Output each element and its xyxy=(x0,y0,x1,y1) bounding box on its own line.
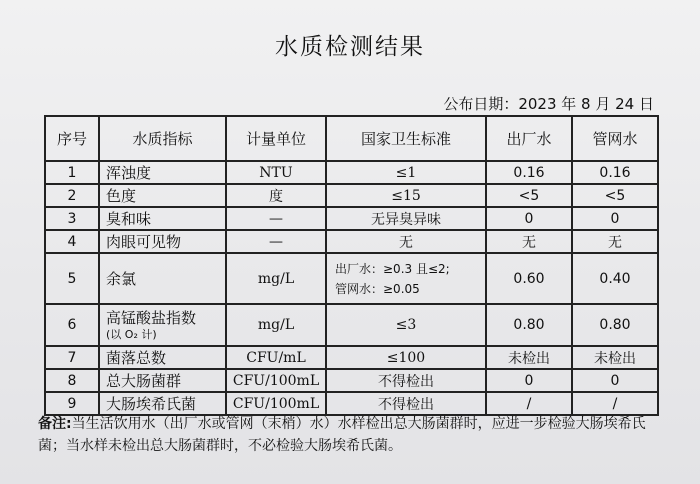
row-unit: — xyxy=(226,230,326,253)
header-no: 序号 xyxy=(45,116,99,161)
row-network-value: 0 xyxy=(572,369,658,392)
row-indicator: 浑浊度 xyxy=(99,161,226,184)
row-indicator: 余氯 xyxy=(99,253,226,304)
header-indicator: 水质指标 xyxy=(99,116,226,161)
table-row xyxy=(45,369,658,392)
table-row xyxy=(45,230,658,253)
table-row xyxy=(45,184,658,207)
row-indicator: 大肠埃希氏菌 xyxy=(99,392,226,415)
row-plant-value: 0.80 xyxy=(486,304,572,346)
row-unit: CFU/mL xyxy=(226,346,326,369)
row-no: 2 xyxy=(45,184,99,207)
table-row xyxy=(45,392,658,415)
header-plant-water: 出厂水 xyxy=(486,116,572,161)
row-indicator xyxy=(99,304,226,346)
row-no: 4 xyxy=(45,230,99,253)
row-indicator: 臭和味 xyxy=(99,207,226,230)
header-standard: 国家卫生标准 xyxy=(326,116,486,161)
row-unit: mg/L xyxy=(226,304,326,346)
row-indicator: 菌落总数 xyxy=(99,346,226,369)
indicator-name: 高锰酸盐指数 xyxy=(106,309,197,327)
row-unit: CFU/100mL xyxy=(226,392,326,415)
row-unit: CFU/100mL xyxy=(226,369,326,392)
indicator-subnote: (以 O₂ 计) xyxy=(106,328,157,341)
table-row xyxy=(45,346,658,369)
table-header-row xyxy=(45,116,658,161)
row-indicator: 肉眼可见物 xyxy=(99,230,226,253)
row-standard: 不得检出 xyxy=(326,369,486,392)
row-standard: 无异臭异味 xyxy=(326,207,486,230)
row-indicator: 色度 xyxy=(99,184,226,207)
row-standard: 无 xyxy=(326,230,486,253)
row-plant-value: 0.16 xyxy=(486,161,572,184)
footnote xyxy=(38,413,663,457)
row-network-value: 0.16 xyxy=(572,161,658,184)
row-unit: — xyxy=(226,207,326,230)
row-network-value: 0.40 xyxy=(572,253,658,304)
row-network-value: 0.80 xyxy=(572,304,658,346)
row-no: 1 xyxy=(45,161,99,184)
row-standard: 不得检出 xyxy=(326,392,486,415)
row-indicator: 总大肠菌群 xyxy=(99,369,226,392)
row-no: 7 xyxy=(45,346,99,369)
row-standard: ≤1 xyxy=(326,161,486,184)
header-network-water: 管网水 xyxy=(572,116,658,161)
page-title: 水质检测结果 xyxy=(275,34,425,60)
row-no: 3 xyxy=(45,207,99,230)
table-row xyxy=(45,161,658,184)
row-standard: ≤3 xyxy=(326,304,486,346)
water-quality-table xyxy=(44,115,659,416)
standard-plant-line: 出厂水：≥0.3 且≤2; xyxy=(335,261,450,276)
row-network-value: 未检出 xyxy=(572,346,658,369)
row-plant-value: / xyxy=(486,392,572,415)
row-plant-value: 0 xyxy=(486,207,572,230)
header-unit: 计量单位 xyxy=(226,116,326,161)
row-plant-value: <5 xyxy=(486,184,572,207)
standard-network-line: 管网水：≥0.05 xyxy=(335,281,420,296)
row-no: 5 xyxy=(45,253,99,304)
row-plant-value: 0 xyxy=(486,369,572,392)
row-network-value: 无 xyxy=(572,230,658,253)
row-standard: ≤15 xyxy=(326,184,486,207)
row-no: 8 xyxy=(45,369,99,392)
row-unit: 度 xyxy=(226,184,326,207)
row-plant-value: 0.60 xyxy=(486,253,572,304)
table-row xyxy=(45,304,658,346)
row-standard xyxy=(326,253,486,304)
row-unit: NTU xyxy=(226,161,326,184)
row-no: 6 xyxy=(45,304,99,346)
row-plant-value: 无 xyxy=(486,230,572,253)
footnote-label: 备注: xyxy=(38,416,72,432)
row-unit: mg/L xyxy=(226,253,326,304)
row-plant-value: 未检出 xyxy=(486,346,572,369)
row-network-value: / xyxy=(572,392,658,415)
row-network-value: 0 xyxy=(572,207,658,230)
row-standard: ≤100 xyxy=(326,346,486,369)
table-row xyxy=(45,207,658,230)
publish-date: 公布日期：2023 年 8 月 24 日 xyxy=(443,95,654,113)
table-row xyxy=(45,253,658,304)
footnote-text: 当生活饮用水（出厂水或管网（末梢）水）水样检出总大肠菌群时，应进一步检验大肠埃希氏菌；当水样未检出总大肠菌群时，不必检验大肠埃希氏菌。 xyxy=(38,416,646,454)
row-network-value: <5 xyxy=(572,184,658,207)
row-no: 9 xyxy=(45,392,99,415)
